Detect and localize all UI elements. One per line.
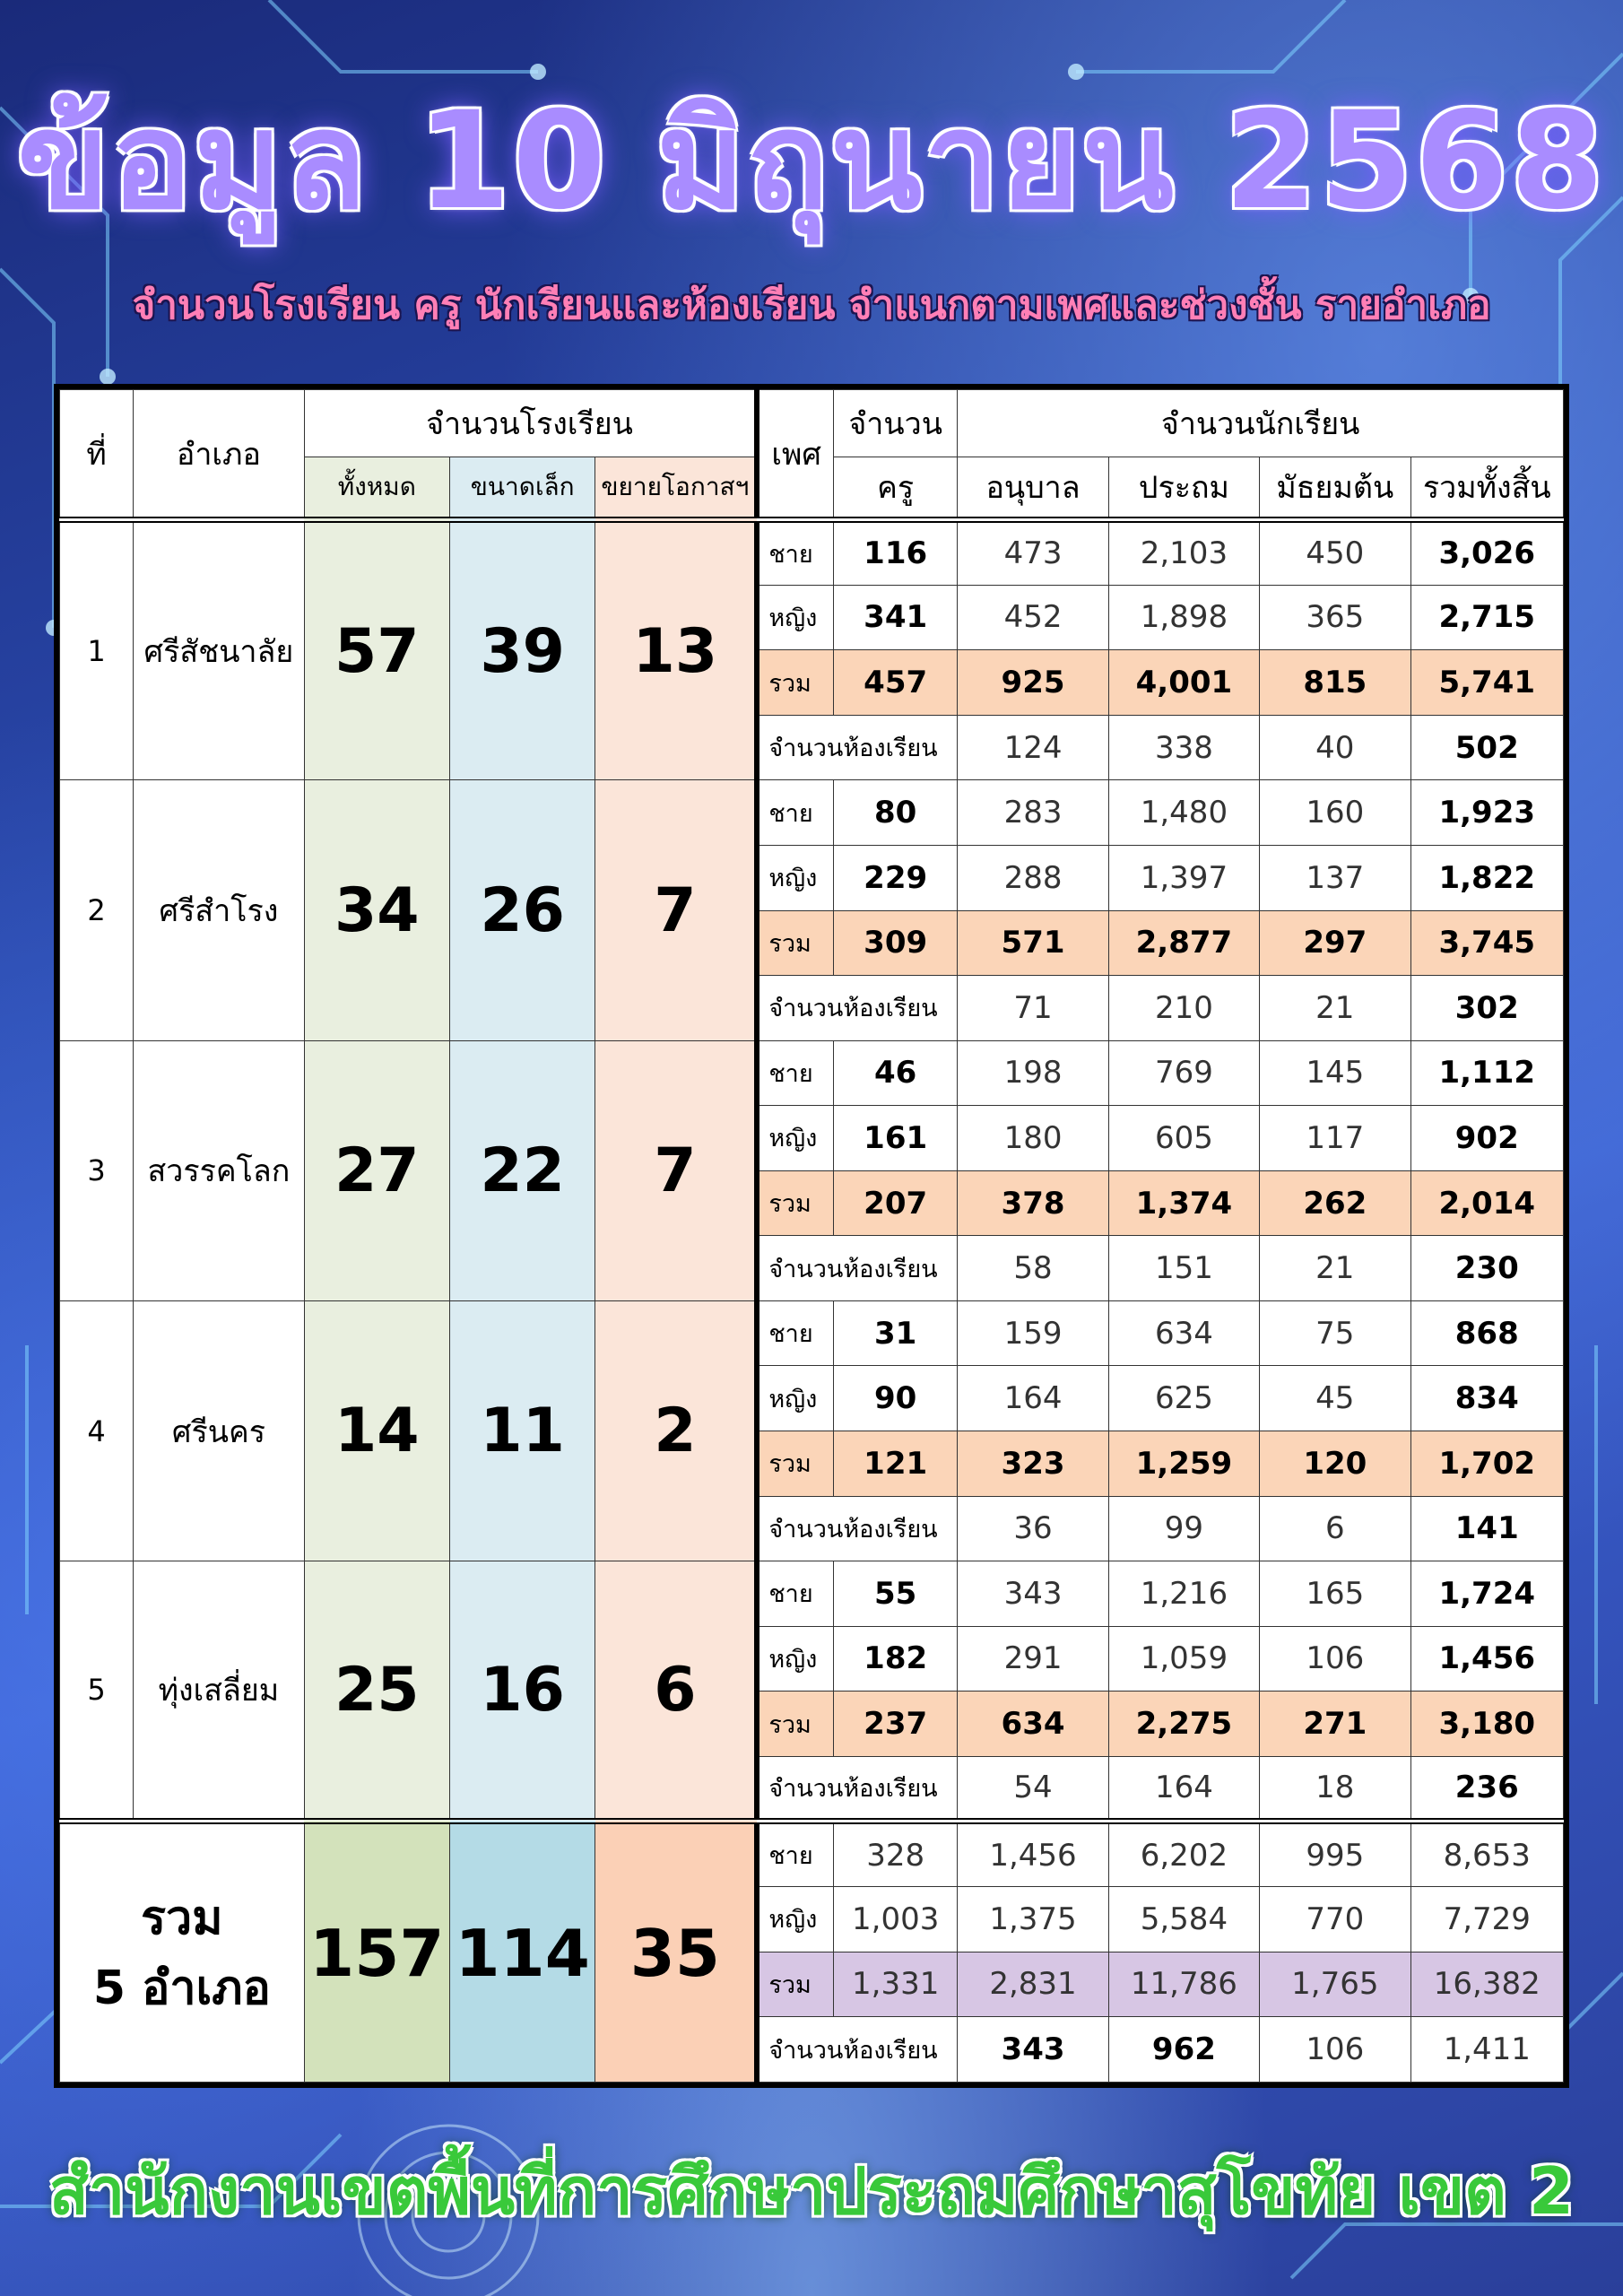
lowersec-value: 297 [1260, 910, 1410, 976]
gender-label: รวม [757, 910, 833, 976]
primary-value: 5,584 [1108, 1886, 1259, 1952]
lowersec-value: 271 [1260, 1692, 1410, 1757]
lowersec-value: 145 [1260, 1040, 1410, 1106]
schools-ext: 13 [595, 520, 757, 780]
rooms-label: จำนวนห้องเรียน [757, 1756, 958, 1822]
teachers-value: 46 [834, 1040, 958, 1106]
primary-value: 625 [1108, 1366, 1259, 1431]
schools-all: 57 [304, 520, 449, 780]
total-value: 1,822 [1410, 845, 1564, 910]
total-value: 1,456 [1410, 1626, 1564, 1692]
primary-value: 769 [1108, 1040, 1259, 1106]
district-name: ศรีสัชนาลัย [134, 520, 304, 780]
kinder-value: 2,831 [958, 1952, 1108, 2017]
total-value: 16,382 [1410, 1952, 1564, 2017]
total-value: 834 [1410, 1366, 1564, 1431]
district-name: ทุ่งเสลี่ยม [134, 1561, 304, 1822]
total-value: 3,180 [1410, 1692, 1564, 1757]
col-teachers-header-1: จำนวน [834, 390, 958, 457]
col-teachers-header-2: ครู [834, 457, 958, 520]
total-value: 902 [1410, 1106, 1564, 1171]
kinder-value: 378 [958, 1170, 1108, 1236]
lowersec-value: 262 [1260, 1170, 1410, 1236]
primary-value: 1,898 [1108, 585, 1259, 650]
gender-label: รวม [757, 1952, 833, 2017]
gender-label: หญิง [757, 585, 833, 650]
col-schools-header: จำนวนโรงเรียน [304, 390, 757, 457]
total-value: 5,741 [1410, 650, 1564, 716]
total-schools-all: 157 [304, 1822, 449, 2083]
lowersec-value: 815 [1260, 650, 1410, 716]
primary-value: 151 [1108, 1236, 1259, 1301]
total-value: 2,715 [1410, 585, 1564, 650]
total-value: 3,745 [1410, 910, 1564, 976]
total-value: 236 [1410, 1756, 1564, 1822]
schools-small: 16 [450, 1561, 595, 1822]
kinder-value: 198 [958, 1040, 1108, 1106]
kinder-value: 634 [958, 1692, 1108, 1757]
lowersec-value: 450 [1260, 520, 1410, 586]
gender-label: ชาย [757, 1822, 833, 1887]
primary-value: 4,001 [1108, 650, 1259, 716]
primary-value: 2,275 [1108, 1692, 1259, 1757]
total-schools-small: 114 [450, 1822, 595, 2083]
teachers-value: 80 [834, 780, 958, 846]
teachers-value: 182 [834, 1626, 958, 1692]
schools-small: 39 [450, 520, 595, 780]
rooms-label: จำนวนห้องเรียน [757, 2017, 958, 2083]
district-no: 1 [60, 520, 134, 780]
district-no: 4 [60, 1300, 134, 1561]
primary-value: 1,374 [1108, 1170, 1259, 1236]
total-value: 230 [1410, 1236, 1564, 1301]
table-row [60, 1561, 1564, 1627]
teachers-value: 457 [834, 650, 958, 716]
primary-value: 2,877 [1108, 910, 1259, 976]
lowersec-value: 995 [1260, 1822, 1410, 1887]
teachers-value: 309 [834, 910, 958, 976]
teachers-value: 121 [834, 1431, 958, 1497]
page-title: ข้อมูล 10 มิถุนายน 2568 [17, 83, 1606, 239]
teachers-value: 31 [834, 1300, 958, 1366]
total-value: 2,014 [1410, 1170, 1564, 1236]
teachers-value: 161 [834, 1106, 958, 1171]
primary-value: 6,202 [1108, 1822, 1259, 1887]
gender-label: ชาย [757, 780, 833, 846]
primary-value: 962 [1108, 2017, 1259, 2083]
primary-value: 210 [1108, 976, 1259, 1041]
teachers-value: 328 [834, 1822, 958, 1887]
total-value: 3,026 [1410, 520, 1564, 586]
lowersec-value: 117 [1260, 1106, 1410, 1171]
kinder-value: 343 [958, 1561, 1108, 1627]
schools-ext: 2 [595, 1300, 757, 1561]
total-label [60, 1822, 305, 2083]
gender-label: รวม [757, 650, 833, 716]
kinder-value: 71 [958, 976, 1108, 1041]
rooms-label: จำนวนห้องเรียน [757, 976, 958, 1041]
gender-label: หญิง [757, 1626, 833, 1692]
kinder-value: 1,375 [958, 1886, 1108, 1952]
primary-value: 1,059 [1108, 1626, 1259, 1692]
lowersec-value: 365 [1260, 585, 1410, 650]
col-schools-small-header: ขนาดเล็ก [450, 457, 595, 520]
lowersec-value: 75 [1260, 1300, 1410, 1366]
col-schools-ext-header: ขยายโอกาสฯ [595, 457, 757, 520]
gender-label: หญิง [757, 1886, 833, 1952]
col-lowersec-header: มัธยมต้น [1260, 457, 1410, 520]
district-name: ศรีนคร [134, 1300, 304, 1561]
total-value: 502 [1410, 715, 1564, 780]
district-name: ศรีสำโรง [134, 780, 304, 1040]
teachers-value: 1,003 [834, 1886, 958, 1952]
col-schools-all-header: ทั้งหมด [304, 457, 449, 520]
total-value: 141 [1410, 1496, 1564, 1561]
lowersec-value: 165 [1260, 1561, 1410, 1627]
kinder-value: 36 [958, 1496, 1108, 1561]
kinder-value: 291 [958, 1626, 1108, 1692]
teachers-value: 116 [834, 520, 958, 586]
schools-all: 34 [304, 780, 449, 1040]
kinder-value: 343 [958, 2017, 1108, 2083]
primary-value: 1,216 [1108, 1561, 1259, 1627]
teachers-value: 229 [834, 845, 958, 910]
col-primary-header: ประถม [1108, 457, 1259, 520]
total-value: 7,729 [1410, 1886, 1564, 1952]
total-value: 1,923 [1410, 780, 1564, 846]
teachers-value: 1,331 [834, 1952, 958, 2017]
kinder-value: 164 [958, 1366, 1108, 1431]
gender-label: หญิง [757, 845, 833, 910]
table-row [60, 780, 1564, 846]
table-row [60, 520, 1564, 586]
schools-ext: 7 [595, 780, 757, 1040]
lowersec-value: 21 [1260, 976, 1410, 1041]
teachers-value: 90 [834, 1366, 958, 1431]
kinder-value: 180 [958, 1106, 1108, 1171]
rooms-label: จำนวนห้องเรียน [757, 715, 958, 780]
district-no: 3 [60, 1040, 134, 1300]
district-name: สวรรคโลก [134, 1040, 304, 1300]
total-value: 8,653 [1410, 1822, 1564, 1887]
primary-value: 634 [1108, 1300, 1259, 1366]
schools-all: 14 [304, 1300, 449, 1561]
table-row [60, 1040, 1564, 1106]
kinder-value: 124 [958, 715, 1108, 780]
district-no: 2 [60, 780, 134, 1040]
total-schools-ext: 35 [595, 1822, 757, 2083]
lowersec-value: 120 [1260, 1431, 1410, 1497]
schools-small: 22 [450, 1040, 595, 1300]
statistics-table [54, 384, 1569, 2088]
kinder-value: 1,456 [958, 1822, 1108, 1887]
gender-label: รวม [757, 1431, 833, 1497]
kinder-value: 473 [958, 520, 1108, 586]
teachers-value: 341 [834, 585, 958, 650]
primary-value: 2,103 [1108, 520, 1259, 586]
gender-label: ชาย [757, 1300, 833, 1366]
total-value: 1,411 [1410, 2017, 1564, 2083]
gender-label: ชาย [757, 1040, 833, 1106]
lowersec-value: 6 [1260, 1496, 1410, 1561]
kinder-value: 159 [958, 1300, 1108, 1366]
total-label-line2: 5 อำเภอ [92, 1961, 271, 2015]
gender-label: รวม [757, 1170, 833, 1236]
lowersec-value: 160 [1260, 780, 1410, 846]
table-row [60, 1300, 1564, 1366]
teachers-value: 237 [834, 1692, 958, 1757]
schools-all: 25 [304, 1561, 449, 1822]
gender-label: หญิง [757, 1106, 833, 1171]
gender-label: ชาย [757, 520, 833, 586]
col-district-header: อำเภอ [134, 390, 304, 520]
rooms-label: จำนวนห้องเรียน [757, 1496, 958, 1561]
gender-label: หญิง [757, 1366, 833, 1431]
col-students-header: จำนวนนักเรียน [958, 390, 1564, 457]
total-value: 1,724 [1410, 1561, 1564, 1627]
primary-value: 1,397 [1108, 845, 1259, 910]
teachers-value: 55 [834, 1561, 958, 1627]
table-row-total [60, 1822, 1564, 1887]
kinder-value: 571 [958, 910, 1108, 976]
kinder-value: 58 [958, 1236, 1108, 1301]
kinder-value: 288 [958, 845, 1108, 910]
footer-office-name: สำนักงานเขตพื้นที่การศึกษาประถมศึกษาสุโขทัย เขต 2 [48, 2153, 1575, 2229]
schools-small: 11 [450, 1300, 595, 1561]
lowersec-value: 106 [1260, 2017, 1410, 2083]
lowersec-value: 106 [1260, 1626, 1410, 1692]
kinder-value: 54 [958, 1756, 1108, 1822]
total-value: 868 [1410, 1300, 1564, 1366]
kinder-value: 323 [958, 1431, 1108, 1497]
gender-label: ชาย [757, 1561, 833, 1627]
col-gender-header: เพศ [757, 390, 833, 520]
schools-ext: 7 [595, 1040, 757, 1300]
primary-value: 1,480 [1108, 780, 1259, 846]
lowersec-value: 137 [1260, 845, 1410, 910]
kinder-value: 452 [958, 585, 1108, 650]
total-value: 1,702 [1410, 1431, 1564, 1497]
schools-small: 26 [450, 780, 595, 1040]
primary-value: 1,259 [1108, 1431, 1259, 1497]
lowersec-value: 770 [1260, 1886, 1410, 1952]
primary-value: 99 [1108, 1496, 1259, 1561]
teachers-value: 207 [834, 1170, 958, 1236]
primary-value: 164 [1108, 1756, 1259, 1822]
lowersec-value: 45 [1260, 1366, 1410, 1431]
page-subtitle: จำนวนโรงเรียน ครู นักเรียนและห้องเรียน จำแนกตามเพศและช่วงชั้น รายอำเภอ [132, 283, 1491, 328]
col-no-header: ที่ [60, 390, 134, 520]
total-value: 302 [1410, 976, 1564, 1041]
rooms-label: จำนวนห้องเรียน [757, 1236, 958, 1301]
primary-value: 11,786 [1108, 1952, 1259, 2017]
total-label-line1: รวม [141, 1891, 223, 1945]
kinder-value: 283 [958, 780, 1108, 846]
col-total-header: รวมทั้งสิ้น [1410, 457, 1564, 520]
lowersec-value: 21 [1260, 1236, 1410, 1301]
schools-ext: 6 [595, 1561, 757, 1822]
lowersec-value: 1,765 [1260, 1952, 1410, 2017]
gender-label: รวม [757, 1692, 833, 1757]
schools-all: 27 [304, 1040, 449, 1300]
lowersec-value: 18 [1260, 1756, 1410, 1822]
primary-value: 338 [1108, 715, 1259, 780]
col-kinder-header: อนุบาล [958, 457, 1108, 520]
lowersec-value: 40 [1260, 715, 1410, 780]
primary-value: 605 [1108, 1106, 1259, 1171]
data-table [59, 389, 1564, 2083]
total-value: 1,112 [1410, 1040, 1564, 1106]
district-no: 5 [60, 1561, 134, 1822]
kinder-value: 925 [958, 650, 1108, 716]
